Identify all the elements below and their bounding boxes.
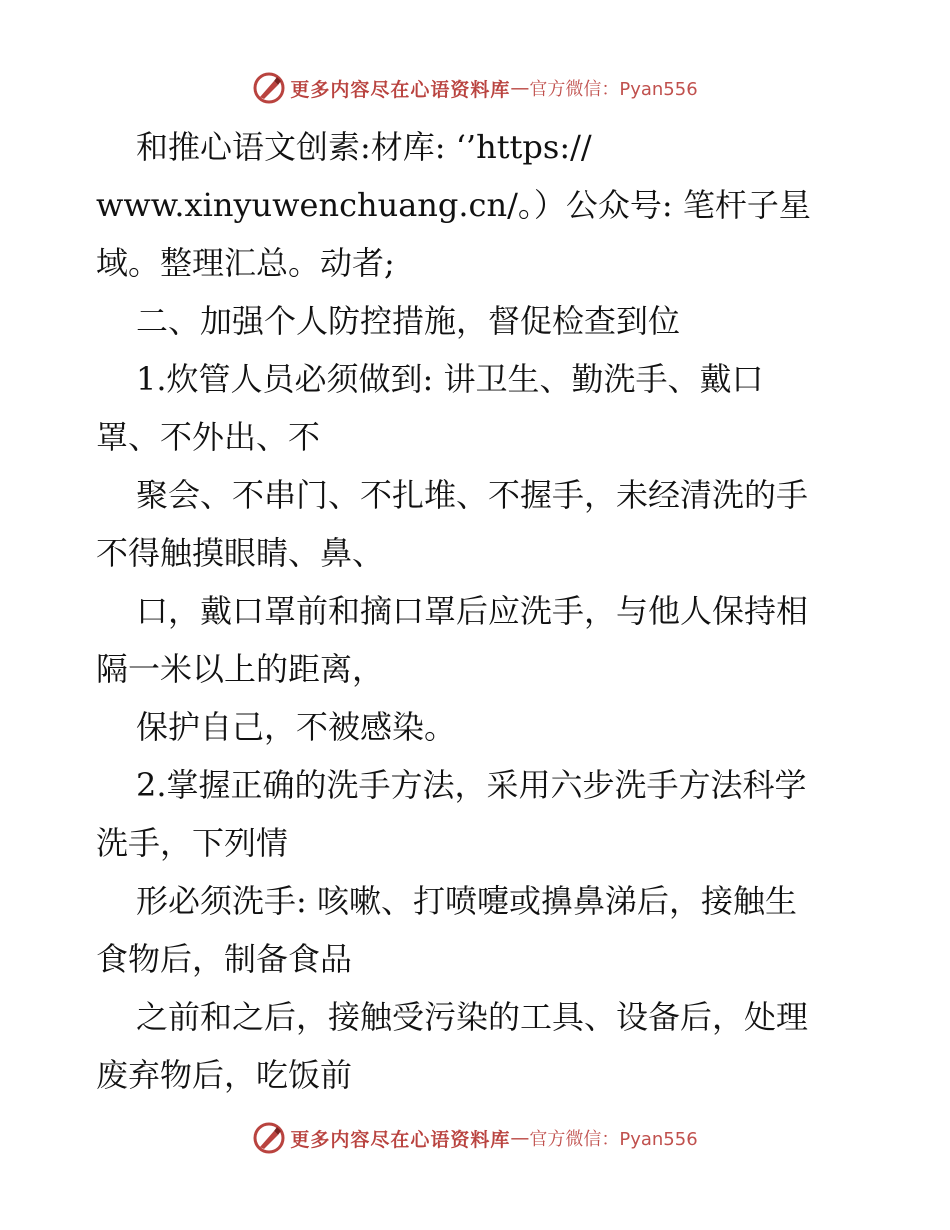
text-line: 保护自己，不被感染。 bbox=[136, 708, 457, 746]
banner-wechat: 官方微信：Pyan556 bbox=[529, 79, 698, 100]
banner-wechat: 官方微信：Pyan556 bbox=[529, 1129, 698, 1150]
banner-title: 更多内容尽在心语资料库 bbox=[290, 78, 511, 101]
text-line: 形必须洗手: 咳嗽、打喷嚏或擤鼻涕后，接触生 bbox=[136, 882, 797, 920]
header-banner bbox=[0, 68, 950, 108]
text-line: 罩、不外出、不 bbox=[96, 418, 321, 456]
text-line: 域。整理汇总。动者; bbox=[96, 244, 395, 282]
text-line: 隔一米以上的距离， bbox=[96, 650, 385, 688]
pen-circle-logo-icon bbox=[252, 71, 286, 105]
text-line: 聚会、不串门、不扎堆、不握手，未经清洗的手 bbox=[136, 476, 809, 514]
banner-title: 更多内容尽在心语资料库 bbox=[290, 1128, 511, 1151]
text-line: 口，戴口罩前和摘口罩后应洗手，与他人保持相 bbox=[136, 592, 809, 630]
document-body bbox=[96, 118, 866, 1104]
text-line: 洗手，下列情 bbox=[96, 824, 289, 862]
text-line: 1.炊管人员必须做到: 讲卫生、勤洗手、戴口 bbox=[136, 360, 764, 398]
banner-dash: — bbox=[510, 77, 530, 99]
pen-circle-logo-icon bbox=[252, 1121, 286, 1155]
text-line: 不得触摸眼睛、鼻、 bbox=[96, 534, 385, 572]
footer-banner bbox=[0, 1118, 950, 1158]
text-line: 和推心语文创素:材库: ‘’https:// bbox=[136, 128, 592, 166]
text-line: 2.掌握正确的洗手方法，采用六步洗手方法科学 bbox=[136, 766, 807, 804]
text-line: www.xinyuwenchuang.cn/。）公众号: 笔杆子星 bbox=[96, 186, 811, 224]
text-line: 之前和之后，接触受污染的工具、设备后，处理 bbox=[136, 998, 809, 1036]
text-line: 废弃物后，吃饭前 bbox=[96, 1056, 353, 1094]
section-heading: 二、加强个人防控措施，督促检查到位 bbox=[136, 302, 681, 340]
text-line: 食物后，制备食品 bbox=[96, 940, 353, 978]
banner-dash: — bbox=[510, 1127, 530, 1149]
